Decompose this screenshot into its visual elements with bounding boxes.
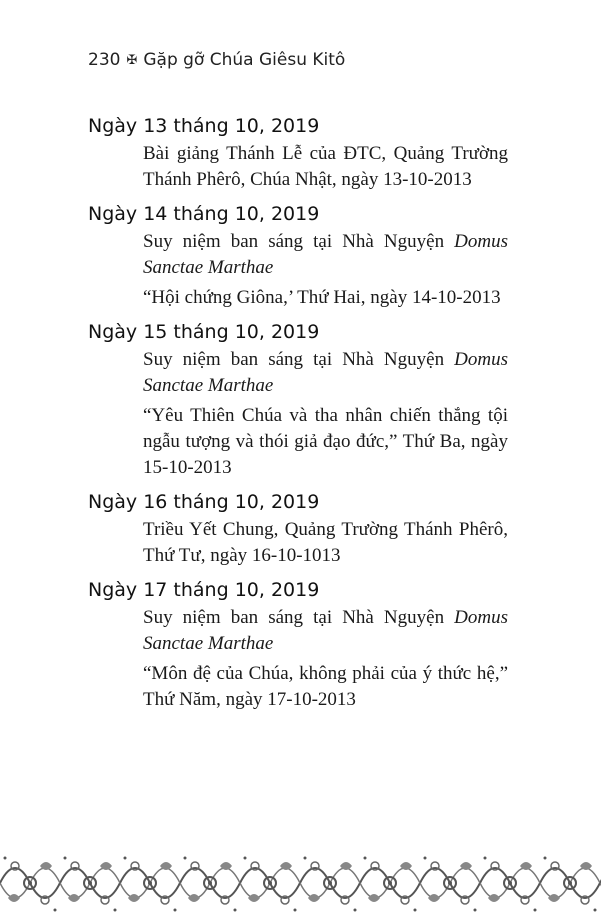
page-number: 230 [88, 50, 121, 70]
item-italic-title: Domus Sanctae Marthae [143, 349, 508, 396]
item-text: Suy niệm ban sáng tại Nhà Nguyện [143, 349, 455, 370]
item-text: Suy niệm ban sáng tại Nhà Nguyện [143, 607, 455, 628]
entry-item: Triều Yết Chung, Quảng Trường Thánh Phêrô, Thứ Tư, ngày 16-10-1013 [143, 519, 508, 566]
entry-oct-17 [88, 577, 508, 713]
cross-icon: ✠ [126, 52, 138, 68]
entry-date: Ngày 15 tháng 10, 2019 [88, 321, 320, 343]
item-italic-title: Domus Sanctae Marthae [143, 231, 508, 278]
entry-item: “Yêu Thiên Chúa và tha nhân chiến thắng tội ngẫu tượng và thói giả đạo đức,” Thứ Ba, ngày 15-10-2013 [143, 405, 508, 478]
book-title: Gặp gỡ Chúa Giêsu Kitô [143, 50, 346, 70]
entry-date: Ngày 14 tháng 10, 2019 [88, 203, 320, 225]
floral-border-icon [0, 848, 601, 918]
entry-item [143, 605, 508, 657]
item-italic-title: Domus Sanctae Marthae [143, 607, 508, 654]
entry-oct-13 [88, 113, 508, 193]
entry-date: Ngày 16 tháng 10, 2019 [88, 491, 320, 513]
entry-item [143, 347, 508, 399]
running-head [88, 50, 345, 70]
entry-item: “Môn đệ của Chúa, không phải của ý thức hệ,” Thứ Năm, ngày 17-10-2013 [143, 663, 508, 710]
entry-oct-15 [88, 319, 508, 481]
entry-date: Ngày 17 tháng 10, 2019 [88, 579, 320, 601]
item-text: Suy niệm ban sáng tại Nhà Nguyện [143, 231, 455, 252]
entry-item [143, 229, 508, 281]
entry-date: Ngày 13 tháng 10, 2019 [88, 115, 320, 137]
entry-item: Bài giảng Thánh Lễ của ĐTC, Quảng Trường Thánh Phêrô, Chúa Nhật, ngày 13-10-2013 [143, 143, 508, 190]
entry-oct-14 [88, 201, 508, 311]
entry-oct-16 [88, 489, 508, 569]
entry-item: “Hội chứng Giôna,’ Thứ Hai, ngày 14-10-2013 [143, 287, 501, 308]
citation-list [88, 113, 508, 721]
